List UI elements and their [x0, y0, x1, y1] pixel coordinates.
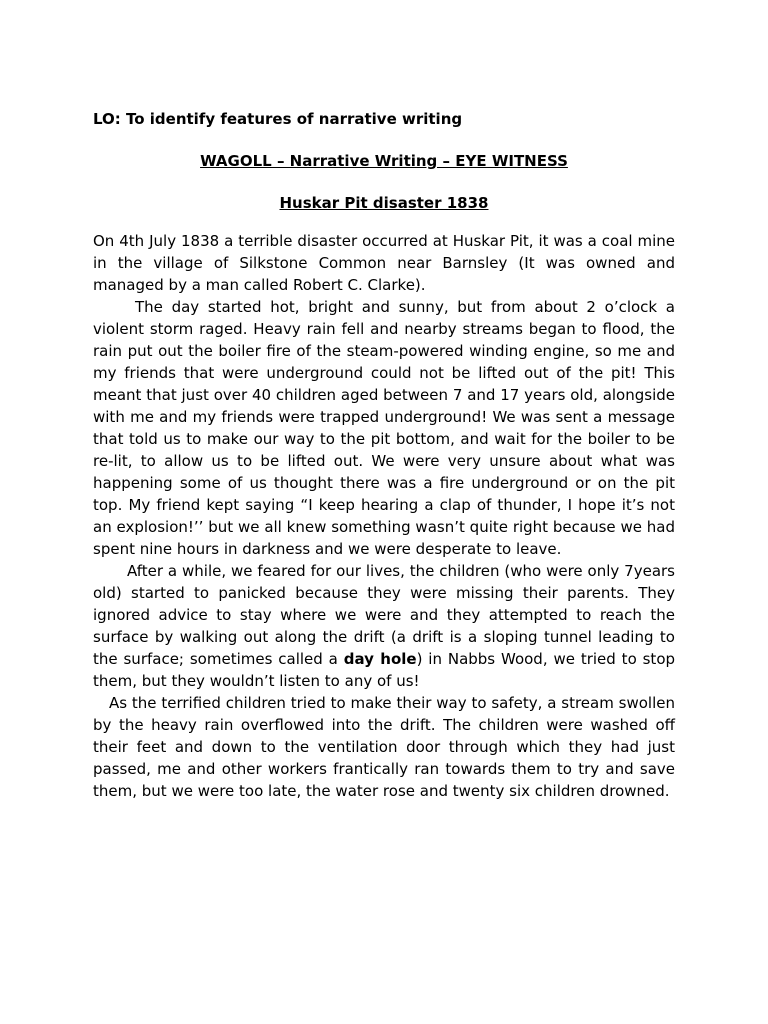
learning-objective: LO: To identify features of narrative writing [93, 110, 463, 128]
document-subheading: Huskar Pit disaster 1838 [279, 194, 489, 212]
paragraph-drowning: As the terrified children tried to make their way to safety, a stream swollen by the heavy rain overflowed into the drift. The children were washed off their feet and down to the ventilation door through which they had just passed, me and other workers frantically ran towards them to try and save them, but we were too late, the water rose and twenty six children drowned. [93, 694, 675, 800]
paragraph-intro: On 4th July 1838 a terrible disaster occurred at Huskar Pit, it was a coal mine in the village of Silkstone Common near Barnsley (It was owned and managed by a man called Robert C. Clarke). [93, 232, 675, 294]
paragraph-panic-end: ) in Nabbs Wood, we tried to stop them, but they wouldn’t listen to any of us! [93, 650, 676, 690]
document-heading: WAGOLL – Narrative Writing – EYE WITNESS [200, 152, 568, 170]
day-hole-term: day hole [343, 650, 417, 668]
document-page [93, 108, 675, 802]
paragraph-panic [93, 560, 675, 692]
paragraph-panic-text: After a while, we feared for our lives, the children (who were only 7years old) started to panicked because they were missing their parents. They ignored advice to stay where we were and they attempted to reach the surface by walking out along the drift (a drift is a sloping tunnel leading to the surface; sometimes called a [93, 562, 675, 668]
paragraph-storm: The day started hot, bright and sunny, but from about 2 o’clock a violent storm raged. Heavy rain fell and nearby streams began to flood, the rain put out the boiler fire of the steam-powered winding engine, so me and my friends that were underground could not be lifted out of the pit! This meant that just over 40 children aged between 7 and 17 years old, alongside with me and my friends were trapped underground! We was sent a message that told us to make our way to the pit bottom, and wait for the boiler to be re-lit, to allow us to be lifted out. We were very unsure about what was happening some of us thought there was a fire underground or on the pit top. My friend kept saying “I keep hearing a clap of thunder, I hope it’s not an explosion!’’ but we all knew something wasn’t quite right because we had spent nine hours in darkness and we were desperate to leave. [93, 298, 675, 558]
